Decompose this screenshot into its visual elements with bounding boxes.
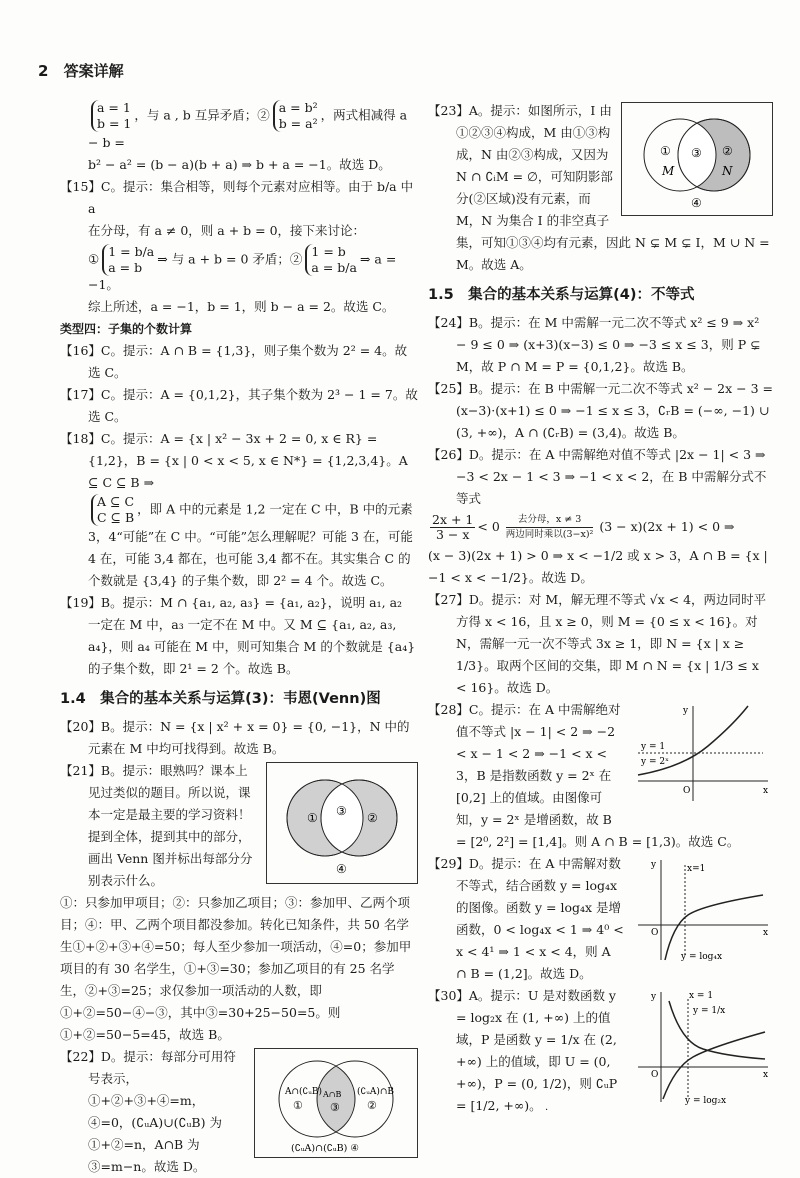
svg-text:y: y (683, 706, 689, 716)
svg-text:②: ② (722, 144, 733, 158)
l1: a = 1 b = 1，与 a , b 互异矛盾；② a = b² b = a²，两式相减得 a − b = (88, 100, 408, 150)
svg-text:O: O (651, 928, 659, 938)
q26-fraction-line: $\frac{2x + 1}{3 - x}$ < 0 $\frac{\text{去分母，x ≠ 3}}{\text{两边同时乘以(3−x)²}}$ (3 − x)(2x + 1) < 0 ⇒ (432, 512, 735, 542)
q16: 【16】C。提示：A ∩ B = {1,3}，则子集个数为 2² = 4。故选 C。 (60, 343, 408, 380)
venn-label-4: ④ (336, 862, 347, 876)
q29-block (428, 853, 773, 985)
q30-block (428, 985, 773, 1117)
q18b: A ⊆ C C ⊆ B，即 A 中的元素是 1,2 一定在 C 中，B 中的元素 3，4“可能”在 C 中。“可能”怎么理解呢？可能 3 在，可能 4 在，可能 3,4 都在，也可能 3,4 都不在。其实集合 C 的个数就是 {3,4} 的子集个数，即 2² = 4 个。故选 C。 (88, 494, 413, 588)
venn-diagram-22 (254, 1048, 418, 1158)
q18: 【18】C。提示：A = {x | x² − 3x + 2 = 0, x ∈ R} = {1,2}，B = {x | 0 < x < 5, x ∈ N*} = {1,2,3,4}。A ⊆ C ⊆ B ⇒ (60, 431, 408, 490)
svg-text:②: ② (367, 1099, 377, 1112)
svg-text:y: y (651, 860, 657, 870)
svg-text:A∩(∁ᵤB): A∩(∁ᵤB) (285, 1087, 322, 1097)
q21-block (60, 760, 418, 1046)
svg-text:①: ① (660, 144, 671, 158)
q22-block (60, 1046, 418, 1178)
svg-text:x: x (763, 786, 769, 796)
svg-text:(∁ᵤA)∩(∁ᵤB) ④: (∁ᵤA)∩(∁ᵤB) ④ (291, 1143, 359, 1154)
section-1-4: 1.4 集合的基本关系与运算(3)：韦恩(Venn)图 (60, 691, 381, 707)
q21b: ①：只参加甲项目；②：只参加乙项目；③：参加甲、乙两个项目；④：甲、乙两个项目都没参加。转化已知条件，共 50 名学生①+②+③+④=50；每人至少参加一项活动，④=0；参加甲项目的有 30 名学生，①+③=30；参加乙项目的有 25 名学生，②+③=25；求仅参加一项活动的人数，即①+②=50−④−③，其中③=30+25−50=5。则①+②=50−5=45，故选 B。 (60, 895, 412, 1042)
svg-text:x: x (763, 1070, 769, 1080)
l2: b² − a² = (b − a)(b + a) ⇒ b + a = −1。故选 D。 (88, 157, 391, 172)
q22: 【22】D。提示：每部分可用符号表示，①+②+③+④=m，④=0，(∁ᵤA)∪(∁ᵤB) 为①+②=n，A∩B 为③=m−n。故选 D。 (60, 1049, 236, 1174)
q20: 【20】B。提示：N = {x | x² + x = 0} = {0, −1}，N 中的元素在 M 中均可找得到。故选 B。 (60, 719, 410, 756)
q24: 【24】B。提示：在 M 中需解一元二次不等式 x² ≤ 9 ⇒ x² − 9 ≤ 0 ⇒ (x+3)(x−3) ≤ 0 ⇒ −3 ≤ x ≤ 3，则 P ⊊ M，故 P ∩ M = P = {0,1,2}。故选 B。 (428, 315, 761, 374)
graph-28 (633, 701, 773, 806)
q29: 【29】D。提示：在 A 中需解对数不等式，结合函数 y = log₄x 的图像。函数 y = log₄x 是增函数，0 < log₄x < 1 ⇒ 4⁰ < x < 4¹ ⇒ 1 < x < 4，则 A ∩ B = (1,2]。故选 D。 (428, 856, 624, 981)
svg-text:(∁ᵤA)∩B: (∁ᵤA)∩B (357, 1087, 394, 1097)
svg-text:x=1: x=1 (687, 864, 706, 874)
header-title: 答案详解 (63, 62, 124, 80)
svg-text:④: ④ (691, 196, 702, 210)
q15b: 在分母，有 a ≠ 0，则 a + b = 0，接下来讨论： (88, 223, 366, 238)
svg-text:x = 1: x = 1 (689, 991, 714, 1001)
svg-text:y = log₄x: y = log₄x (681, 952, 723, 962)
q21: 【21】B。提示：眼熟吗？课本上见过类似的题目。所以说，课本一定是最主要的学习资料！提到全体，提到其中的部分，画出 Venn 图并标出每部分分别表示什么。 (60, 763, 253, 888)
svg-text:A∩B: A∩B (323, 1090, 342, 1099)
type4-heading: 类型四：子集的个数计算 (60, 322, 193, 336)
graph-30 (633, 987, 773, 1107)
q17: 【17】C。提示：A = {0,1,2}，其子集个数为 2³ − 1 = 7。故选 C。 (60, 387, 418, 424)
svg-text:O: O (651, 1070, 659, 1080)
venn-label-2: ② (367, 811, 378, 825)
svg-text:①: ① (293, 1099, 303, 1112)
curve-log4 (665, 895, 763, 960)
right-column (428, 100, 773, 1117)
svg-text:③: ③ (691, 146, 702, 160)
svg-text:M: M (662, 164, 675, 178)
footer-mark: · (545, 1105, 549, 1116)
page-header (38, 60, 124, 82)
svg-text:x: x (763, 928, 769, 938)
venn-label-1: ① (307, 811, 318, 825)
section-1-5: 1.5 集合的基本关系与运算(4)：不等式 (428, 287, 695, 303)
svg-text:y: y (651, 992, 657, 1002)
svg-text:y = 1/x: y = 1/x (693, 1006, 726, 1016)
left-column (60, 100, 418, 1178)
q15: 【15】C。提示：集合相等，则每个元素对应相等。由于 b/a 中 a (60, 179, 414, 216)
q28: 【28】C。提示：在 A 中需解绝对值不等式 |x − 1| < 2 ⇒ −2 < x − 1 < 2 ⇒ −1 < x < 3，B 是指数函数 y = 2ˣ 在 [0,2] 上的值域。由图像可知，y = 2ˣ 是增函数，故 B = [2⁰, 2²] = [1,4]。则 A ∩ B = [1,3)。故选 C。 (428, 702, 740, 849)
svg-text:y = 1: y = 1 (641, 742, 666, 752)
q28-block (428, 699, 773, 853)
svg-text:O: O (683, 786, 691, 796)
q23-block (428, 100, 773, 276)
venn-diagram-23 (621, 102, 773, 216)
q15c: ① 1 = b/a a = b⇒ 与 a + b = 0 矛盾；② 1 = b a = b/a⇒ a = −1。 (88, 244, 397, 292)
q23: 【23】A。提示：如图所示，I 由①②③④构成，M 由①③构成，N 由②③构成，又因为 N ∩ ∁ᵢM = ∅，可知阴影部分(②区域)没有元素，而 M，N 为集合 I 的非空真子集，可知①③④均有元素，因此 N ⊊ M ⊊ I，M ∪ N = M。故选 A。 (428, 103, 770, 272)
q15e: 综上所述，a = −1，b = 1，则 b − a = 2。故选 C。 (88, 299, 395, 314)
svg-text:N: N (722, 164, 733, 178)
graph-29 (633, 855, 773, 965)
page-number: 2 (38, 62, 49, 80)
curve-log2 (663, 1032, 765, 1099)
svg-text:③: ③ (330, 1101, 340, 1114)
q19: 【19】B。提示：M ∩ {a₁, a₂, a₃} = {a₁, a₂}，说明 a₁, a₂ 一定在 M 中，a₃ 一定不在 M 中。又 M ⊆ {a₁, a₂, a₃, a₄}，则 a₄ 可能在 M 中，则可知集合 M 的个数就是 {a₄} 的子集个数，即 2¹ = 2 个。故选 B。 (60, 595, 416, 676)
venn-diagram-21 (266, 762, 418, 884)
venn-label-3: ③ (336, 804, 347, 818)
q30: 【30】A。提示：U 是对数函数 y = log₂x 在 (1, +∞) 上的值域，P 是函数 y = 1/x 在 (2, +∞) 上的值域，即 U = (0, +∞)，P = (0, 1/2)，则 ∁ᵤP = [1/2, +∞)。 (428, 988, 618, 1113)
svg-text:y = log₂x: y = log₂x (685, 1096, 727, 1106)
svg-text:y = 2ˣ: y = 2ˣ (641, 757, 669, 767)
q26e: (x − 3)(2x + 1) > 0 ⇒ x < −1/2 或 x > 3，A ∩ B = {x | −1 < x < −1/2}。故选 D。 (428, 548, 768, 585)
q26: 【26】D。提示：在 A 中需解绝对值不等式 |2x − 1| < 3 ⇒ −3 < 2x − 1 < 3 ⇒ −1 < x < 2，在 B 中需解分式不等式 (428, 447, 767, 506)
q25: 【25】B。提示：在 B 中需解一元二次不等式 x² − 2x − 3 = (x−3)·(x+1) ≤ 0 ⇒ −1 ≤ x ≤ 3，∁ᵣB = (−∞, −1) ∪ (3, +∞)，A ∩ (∁ᵣB) = (3,4)。故选 B。 (428, 381, 774, 440)
q27: 【27】D。提示：对 M，解无理不等式 √x < 4，两边同时平方得 x < 16，且 x ≥ 0，则 M = {0 ≤ x < 16}。对 N，需解一元一次不等式 3x ≥ 1，即 N = {x | x ≥ 1/3}。取两个区间的交集，即 M ∩ N = {x | 1/3 ≤ x < 16}。故选 D。 (428, 592, 767, 695)
